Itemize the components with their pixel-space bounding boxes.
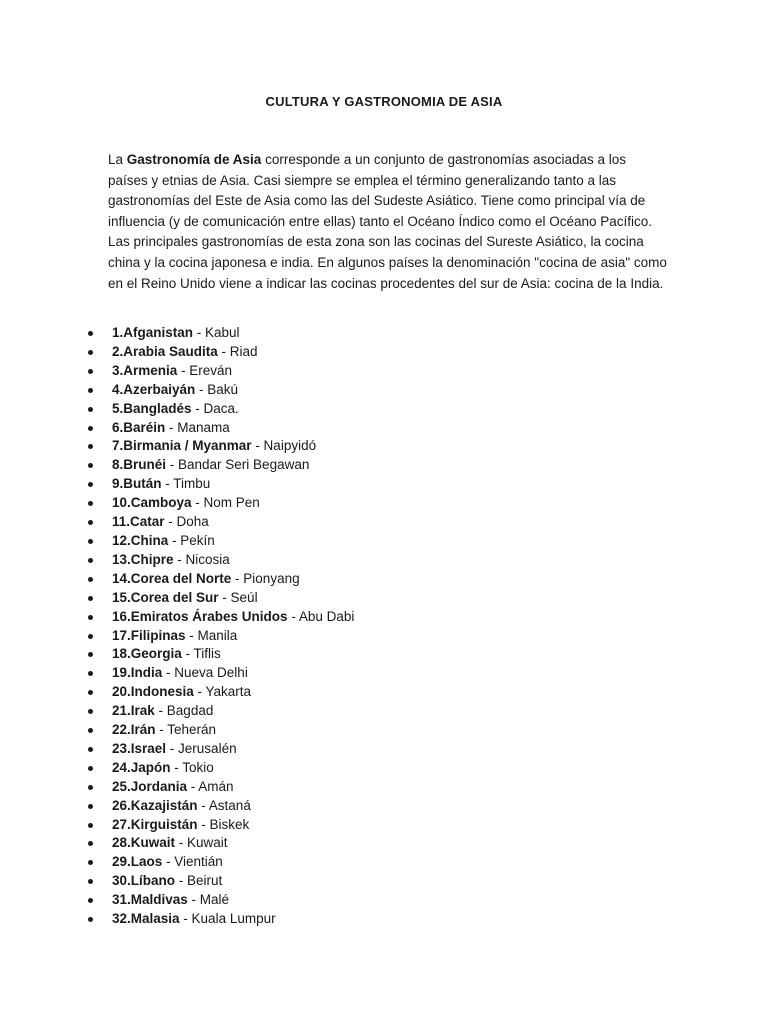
- country-capital: - Nueva Delhi: [162, 665, 248, 681]
- list-item: [88, 608, 354, 627]
- country-capital: - Tiflis: [181, 646, 221, 662]
- country-capital: - Kuala Lumpur: [179, 911, 276, 927]
- bullet-icon: [88, 804, 93, 809]
- list-item: [88, 683, 354, 702]
- country-name: 13.Chipre: [112, 551, 174, 567]
- country-capital: - Naipyidó: [251, 438, 317, 454]
- list-item: [88, 589, 354, 608]
- list-item: [88, 570, 354, 589]
- bullet-icon: [88, 388, 93, 393]
- country-name: 18.Georgia: [112, 646, 182, 662]
- country-capital: - Beirut: [175, 873, 223, 889]
- bullet-icon: [88, 728, 93, 733]
- list-item: [88, 645, 354, 664]
- country-capital: - Yakarta: [193, 684, 252, 700]
- list-item: [88, 702, 354, 721]
- bullet-icon: [88, 879, 93, 884]
- country-name: 24.Japón: [112, 759, 171, 775]
- bullet-icon: [88, 615, 93, 620]
- country-name: 9.Bután: [112, 476, 162, 492]
- list-item: [88, 456, 354, 475]
- bullet-icon: [88, 841, 93, 846]
- list-item: [88, 381, 354, 400]
- list-item: [88, 891, 354, 910]
- country-capital: - Pionyang: [231, 570, 300, 586]
- country-name: 2.Arabia Saudita: [112, 343, 218, 359]
- country-capital: - Abu Dabi: [287, 608, 355, 624]
- list-item: [88, 910, 354, 929]
- country-capital: - Daca.: [191, 400, 239, 416]
- country-name: 11.Catar: [112, 514, 165, 530]
- country-name: 31.Maldivas: [112, 892, 188, 908]
- bullet-icon: [88, 482, 93, 487]
- bullet-icon: [88, 463, 93, 468]
- country-capital: - Ereván: [177, 362, 233, 378]
- country-capital: - Seúl: [218, 589, 258, 605]
- bullet-icon: [88, 501, 93, 506]
- list-item: [88, 834, 354, 853]
- country-capital: - Malé: [187, 892, 230, 908]
- bullet-icon: [88, 426, 93, 431]
- country-name: 22.Irán: [112, 722, 156, 738]
- country-name: 25.Jordania: [112, 778, 188, 794]
- country-capital: - Manama: [165, 419, 230, 435]
- country-capital: - Kabul: [193, 325, 240, 340]
- country-name: 26.Kazajistán: [112, 797, 198, 813]
- list-item: [88, 400, 354, 419]
- list-item: [88, 362, 354, 381]
- bullet-icon: [88, 860, 93, 865]
- country-name: 15.Corea del Sur: [112, 589, 219, 605]
- country-capital: - Tokio: [170, 759, 214, 775]
- bullet-icon: [88, 652, 93, 657]
- list-item: [88, 627, 354, 646]
- list-item: [88, 513, 354, 532]
- country-capital: - Bandar Seri Begawan: [166, 457, 310, 473]
- country-name: 1.Afganistan: [112, 325, 194, 340]
- country-name: 19.India: [112, 665, 163, 681]
- bullet-icon: [88, 407, 93, 412]
- country-name: 16.Emiratos Árabes Unidos: [112, 608, 288, 624]
- country-capital: - Doha: [164, 514, 209, 530]
- country-name: 5.Bangladés: [112, 400, 192, 416]
- list-item: [88, 872, 354, 891]
- country-capital: - Riad: [217, 343, 258, 359]
- country-name: 21.Irak: [112, 703, 155, 719]
- country-name: 14.Corea del Norte: [112, 570, 232, 586]
- bullet-icon: [88, 539, 93, 544]
- list-item: [88, 494, 354, 513]
- bullet-icon: [88, 917, 93, 922]
- page-title: CULTURA Y GASTRONOMIA DE ASIA: [265, 94, 503, 109]
- country-name: 4.Azerbaiyán: [112, 381, 196, 397]
- bullet-icon: [88, 350, 93, 355]
- list-item: [88, 343, 354, 362]
- country-name: 28.Kuwait: [112, 835, 176, 851]
- list-item: [88, 778, 354, 797]
- country-name: 12.China: [112, 532, 169, 548]
- list-item: [88, 664, 354, 683]
- bullet-icon: [88, 331, 93, 336]
- bullet-icon: [88, 823, 93, 828]
- bullet-icon: [88, 520, 93, 525]
- bullet-icon: [88, 369, 93, 374]
- country-name: 20.Indonesia: [112, 684, 194, 700]
- country-name: 6.Baréin: [112, 419, 166, 435]
- country-capital: - Vientián: [162, 854, 223, 870]
- intro-text: corresponde a un conjunto de gastronomías asociadas a los países y etnias de Asia. Casi siempre se emplea el término generalizando tanto a las gastronomías del Este de Asia como las del Sudeste Asiático. Tiene como principal vía de influencia (y de comunicación entre ellas) tanto el Océano Índico como el Océano Pacífico. Las principales gastronomías de esta zona son las cocinas del Sureste Asiático, la cocina china y la cocina japonesa e india. En algunos países la denominación "cocina de asia" como en el Reino Unido viene a indicar las cocinas procedentes del sur de Asia: cocina de la India.: [108, 152, 667, 291]
- bullet-icon: [88, 766, 93, 771]
- country-name: 17.Filipinas: [112, 627, 186, 643]
- list-item: [88, 797, 354, 816]
- country-capital: - Teherán: [155, 722, 217, 738]
- bullet-icon: [88, 634, 93, 639]
- bullet-icon: [88, 690, 93, 695]
- intro-bold-term: Gastronomía de Asia: [126, 152, 262, 167]
- bullet-icon: [88, 709, 93, 714]
- list-item: [88, 532, 354, 551]
- country-name: 27.Kirguistán: [112, 816, 198, 832]
- country-capital: - Astaná: [197, 797, 251, 813]
- bullet-icon: [88, 444, 93, 449]
- list-item: [88, 419, 354, 438]
- list-item: [88, 324, 354, 343]
- country-name: 7.Birmania / Myanmar: [112, 438, 252, 454]
- country-name: 3.Armenia: [112, 362, 178, 378]
- country-name: 32.Malasia: [112, 911, 180, 927]
- country-capital: - Jerusalén: [166, 740, 237, 756]
- country-capital: - Pekín: [168, 532, 215, 548]
- country-capital: - Timbu: [161, 476, 211, 492]
- country-capital: - Biskek: [197, 816, 250, 832]
- list-item: [88, 475, 354, 494]
- country-capital: - Bakú: [195, 381, 239, 397]
- list-item: [88, 437, 354, 456]
- country-capital: - Nom Pen: [191, 495, 260, 511]
- country-name: 10.Camboya: [112, 495, 192, 511]
- bullet-icon: [88, 747, 93, 752]
- bullet-icon: [88, 898, 93, 903]
- bullet-icon: [88, 596, 93, 601]
- country-capital: - Amán: [187, 778, 234, 794]
- country-name: 8.Brunéi: [112, 457, 167, 473]
- list-item: [88, 759, 354, 778]
- country-name: 23.Israel: [112, 740, 167, 756]
- bullet-icon: [88, 671, 93, 676]
- country-name: 29.Laos: [112, 854, 163, 870]
- country-name: 30.Líbano: [112, 873, 176, 889]
- list-item: [88, 551, 354, 570]
- bullet-icon: [88, 558, 93, 563]
- intro-paragraph: [108, 150, 668, 294]
- country-capital: - Bagdad: [154, 703, 214, 719]
- country-capital: - Manila: [185, 627, 238, 643]
- list-item: [88, 816, 354, 835]
- list-item: [88, 740, 354, 759]
- country-capital: - Nicosia: [173, 551, 230, 567]
- bullet-icon: [88, 785, 93, 790]
- list-item: [88, 853, 354, 872]
- country-list: [88, 324, 354, 929]
- intro-lead: La: [108, 152, 127, 167]
- list-item: [88, 721, 354, 740]
- bullet-icon: [88, 577, 93, 582]
- country-capital: - Kuwait: [175, 835, 228, 851]
